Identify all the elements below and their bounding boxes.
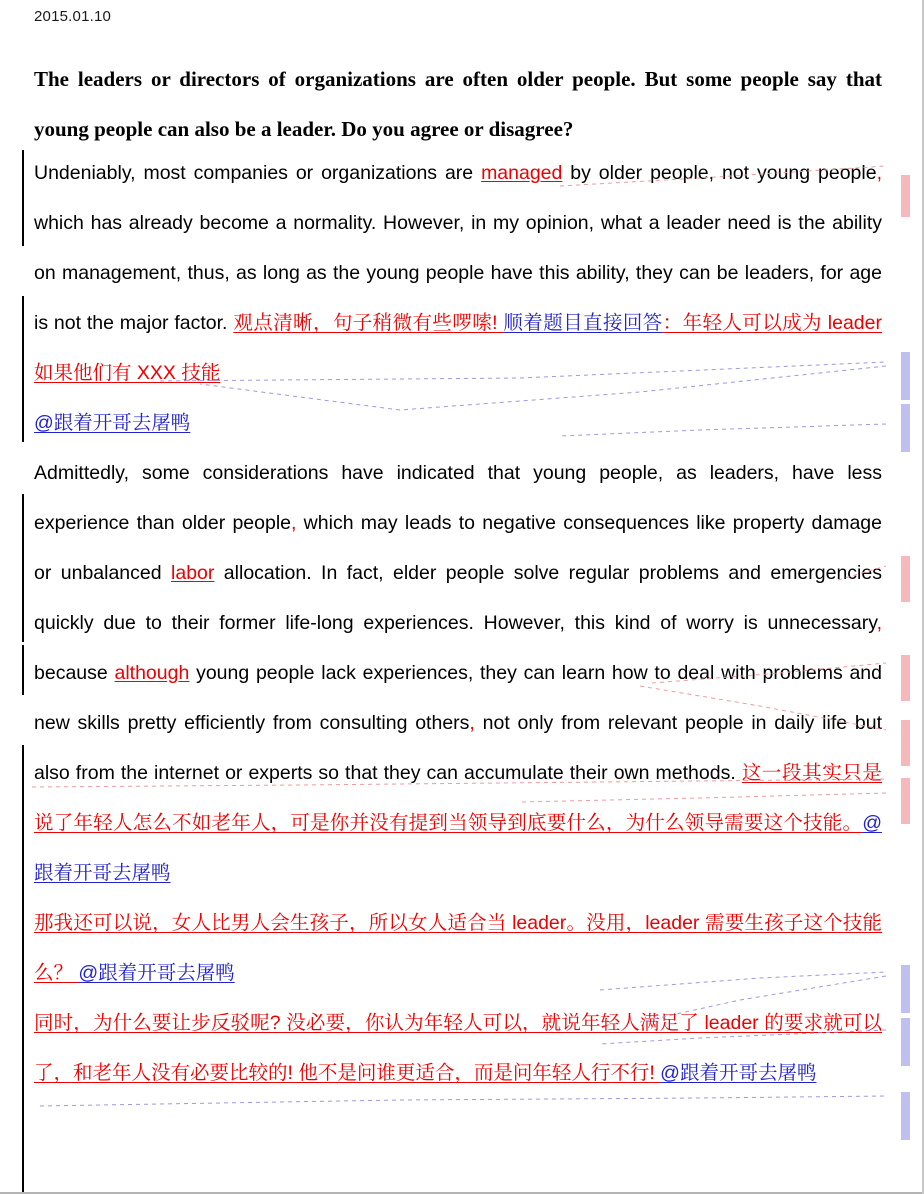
- change-bar-5: [22, 745, 24, 1194]
- p2-seg1: Admittedly, some considerations have indicated that young people, as leaders, have less experience than older people: [34, 462, 882, 534]
- comment-anchor-4[interactable]: [901, 556, 910, 602]
- inserted-comma-1[interactable]: ,: [876, 162, 882, 184]
- page-title: The leaders or directors of organizations are often older people. But some people say that young people can also be a leader. Do you agree or disagree?: [34, 67, 882, 141]
- comment-anchor-5[interactable]: [901, 655, 910, 701]
- change-bar-3: [22, 494, 24, 642]
- paragraph-1: [34, 148, 882, 398]
- comment-anchor-6[interactable]: [901, 720, 910, 766]
- comment-anchor-9[interactable]: [901, 1018, 910, 1066]
- comment-1-blue-part[interactable]: 顺着题目直接回答: [503, 312, 663, 334]
- p2-seg2: which may leads to negative consequences like property damage or unbalanced: [34, 512, 882, 584]
- comment-3: [34, 898, 882, 998]
- comment-anchor-7[interactable]: [901, 778, 910, 824]
- comment-2-red[interactable]: 这一段其实只是说了年轻人怎么不如老年人，可是你并没有提到当领导到底要什么，为什么领导需要这个技能。: [34, 762, 882, 834]
- reviewer-handle-2[interactable]: @跟着开哥去屠鸭: [34, 812, 882, 884]
- comment-anchor-10[interactable]: [901, 1092, 910, 1140]
- paragraph-2: [34, 448, 882, 898]
- inserted-comma-4[interactable]: ,: [469, 712, 475, 734]
- comment-anchor-2[interactable]: [901, 352, 910, 400]
- change-bar-2: [22, 296, 24, 442]
- comment-1-red-part2[interactable]: ：年轻人可以成为 leader 如果他们有 XXX 技能: [34, 312, 882, 384]
- inserted-comma-2[interactable]: ,: [291, 512, 297, 534]
- p2-seg3: allocation. In fact, elder people solve regular problems and emergencies quickly due to their former life-long experiences. However, this kind of worry is unnecessary: [34, 562, 882, 634]
- correction-although[interactable]: although: [114, 662, 190, 684]
- p1-seg2: by older people, not young people: [562, 162, 877, 184]
- comment-4: [34, 998, 882, 1098]
- document-date: 2015.01.10: [34, 8, 112, 25]
- comment-4-red[interactable]: 同时，为什么要让步反驳呢? 没必要，你认为年轻人可以，就说年轻人满足了 leader 的要求就可以了，和老年人没有必要比较的! 他不是问谁更适合，而是问年轻人行不行!: [34, 1012, 882, 1084]
- p2-seg4: because: [34, 662, 115, 684]
- comment-anchor-8[interactable]: [901, 965, 910, 1013]
- p1-seg3: which has already become a normality. However, in my opinion, what a leader need is the ability on management, thus, as long as the young people have this ability, they can be leaders, for age is not the major factor.: [34, 212, 882, 334]
- p1-seg1: Undeniably, most companies or organizations are: [34, 162, 482, 184]
- comment-anchor-3[interactable]: [901, 404, 910, 452]
- reviewer-handle-1[interactable]: @跟着开哥去屠鸭: [34, 412, 191, 434]
- correction-managed[interactable]: managed: [481, 162, 563, 184]
- reviewer-handle-3[interactable]: @跟着开哥去屠鸭: [78, 962, 235, 984]
- comment-3-red[interactable]: 那我还可以说，女人比男人会生孩子，所以女人适合当 leader。没用，leader 需要生孩子这个技能么？: [34, 912, 882, 984]
- change-bar-4: [22, 645, 24, 695]
- p2-seg6: not only from relevant people in daily life but also from the internet or experts so that they can accumulate their own methods.: [34, 712, 883, 784]
- comment-1-red-part1[interactable]: 观点清晰，句子稍微有些啰嗦!: [233, 312, 504, 334]
- comment-anchor-1[interactable]: [901, 175, 910, 217]
- correction-labor[interactable]: labor: [171, 562, 215, 584]
- essay-body: [34, 148, 882, 1098]
- p2-seg5: young people lack experiences, they can learn how to deal with problems and new skills pretty efficiently from consulting others: [34, 662, 882, 734]
- inserted-comma-3[interactable]: ,: [876, 612, 882, 634]
- comment-1-handle-line: [34, 398, 882, 448]
- reviewer-handle-4[interactable]: @跟着开哥去屠鸭: [660, 1062, 817, 1084]
- change-bar-1: [22, 150, 24, 246]
